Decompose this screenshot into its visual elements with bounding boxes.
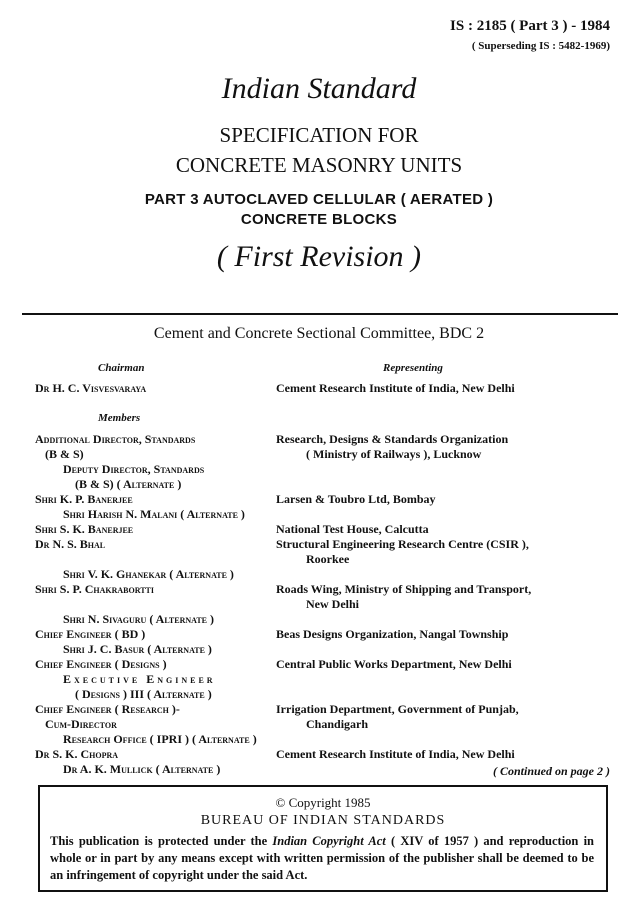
list-item: Shri Harish N. Malani ( Alternate ) xyxy=(63,507,245,521)
list-item xyxy=(35,552,285,559)
list-item: Shri S. P. Chakrabortti xyxy=(35,582,154,596)
divider-rule xyxy=(22,313,618,315)
list-item xyxy=(276,477,616,492)
list-item xyxy=(276,642,616,657)
copyright-box xyxy=(38,785,608,892)
notice-text-pre: This publication is protected under the xyxy=(50,834,273,848)
chairman-label: Chairman xyxy=(98,362,145,374)
members-left-column xyxy=(35,432,285,777)
list-item xyxy=(276,672,616,687)
chairman-representing: Cement Research Institute of India, New Delhi xyxy=(276,381,515,395)
chairman-name xyxy=(35,381,146,396)
list-item: Shri J. C. Basur ( Alternate ) xyxy=(63,642,212,656)
list-item: ( Ministry of Railways ), Lucknow xyxy=(306,447,482,461)
part-line-2: CONCRETE BLOCKS xyxy=(240,211,398,228)
list-item: Beas Designs Organization, Nangal Township xyxy=(276,627,509,641)
list-item xyxy=(276,567,616,582)
list-item xyxy=(276,732,616,747)
list-item: Dr N. S. Bhal xyxy=(35,537,106,551)
list-item: ( Designs ) III ( Alternate ) xyxy=(75,687,212,701)
list-item: Irrigation Department, Government of Punjab, xyxy=(276,702,519,716)
copyright-notice xyxy=(50,833,594,884)
is-number: IS : 2185 ( Part 3 ) - 1984 xyxy=(450,18,610,34)
notice-text-post: ( XIV of 1957 ) and reproduction in whole or in part by any means except with written permission of the publisher shall be deemed to be an infringement of copyright under the said Act. xyxy=(50,834,594,882)
list-item: Chandigarh xyxy=(306,717,369,731)
specification-title xyxy=(0,120,638,180)
list-item: Additional Director, Standards xyxy=(35,432,196,446)
spec-line-1: SPECIFICATION FOR xyxy=(219,123,419,147)
list-item: National Test House, Calcutta xyxy=(276,522,429,536)
list-item: Chief Engineer ( BD ) xyxy=(35,627,146,641)
list-item: Dr A. K. Mullick ( Alternate ) xyxy=(63,762,221,776)
list-item: Cement Research Institute of India, New Delhi xyxy=(276,747,515,761)
list-item: Cum-Director xyxy=(45,717,117,731)
indian-standard-heading: Indian Standard xyxy=(221,72,417,105)
copyright-act-name: Indian Copyright Act xyxy=(272,834,386,848)
representing-label: Representing xyxy=(383,362,443,374)
revision-note: ( First Revision ) xyxy=(216,240,422,273)
list-item: Executive Engineer xyxy=(63,672,216,686)
list-item xyxy=(276,612,616,627)
list-item: Chief Engineer ( Research )- xyxy=(35,702,180,716)
continued-note: ( Continued on page 2 ) xyxy=(492,764,610,778)
list-item xyxy=(35,597,285,604)
list-item: Shri K. P. Banerjee xyxy=(35,492,133,506)
list-item xyxy=(276,687,616,702)
members-label: Members xyxy=(98,412,141,424)
list-item: New Delhi xyxy=(306,597,359,611)
part-line-1: PART 3 AUTOCLAVED CELLULAR ( AERATED ) xyxy=(144,191,494,208)
list-item: (B & S) ( Alternate ) xyxy=(75,477,182,491)
list-item: Larsen & Toubro Ltd, Bombay xyxy=(276,492,436,506)
list-item: Shri N. Sivaguru ( Alternate ) xyxy=(63,612,214,626)
list-item: Roads Wing, Ministry of Shipping and Transport, xyxy=(276,582,532,596)
member-name: Dr H. C. Visvesvaraya xyxy=(35,381,147,395)
spec-line-2: CONCRETE MASONRY UNITS xyxy=(175,153,463,177)
list-item xyxy=(276,462,616,477)
bureau-name: BUREAU OF INDIAN STANDARDS xyxy=(200,813,446,828)
list-item: Shri V. K. Ghanekar ( Alternate ) xyxy=(63,567,234,581)
list-item: Deputy Director, Standards xyxy=(63,462,205,476)
list-item: Shri S. K. Banerjee xyxy=(35,522,134,536)
superseding-note: ( Superseding IS : 5482-1969) xyxy=(471,40,610,52)
list-item: Research Office ( IPRI ) ( Alternate ) xyxy=(63,732,257,746)
copyright-line: © Copyright 1985 xyxy=(275,795,371,810)
list-item: Roorkee xyxy=(306,552,350,566)
list-item: (B & S) xyxy=(45,447,84,461)
members-right-column xyxy=(276,432,616,777)
committee-name: Cement and Concrete Sectional Committee, BDC 2 xyxy=(153,325,485,342)
list-item: Central Public Works Department, New Delhi xyxy=(276,657,512,671)
part-title xyxy=(0,190,638,230)
list-item: Research, Designs & Standards Organization xyxy=(276,432,509,446)
list-item: Dr S. K. Chopra xyxy=(35,747,119,761)
list-item xyxy=(276,507,616,522)
list-item: Structural Engineering Research Centre (CSIR ), xyxy=(276,537,529,551)
list-item: Chief Engineer ( Designs ) xyxy=(35,657,167,671)
